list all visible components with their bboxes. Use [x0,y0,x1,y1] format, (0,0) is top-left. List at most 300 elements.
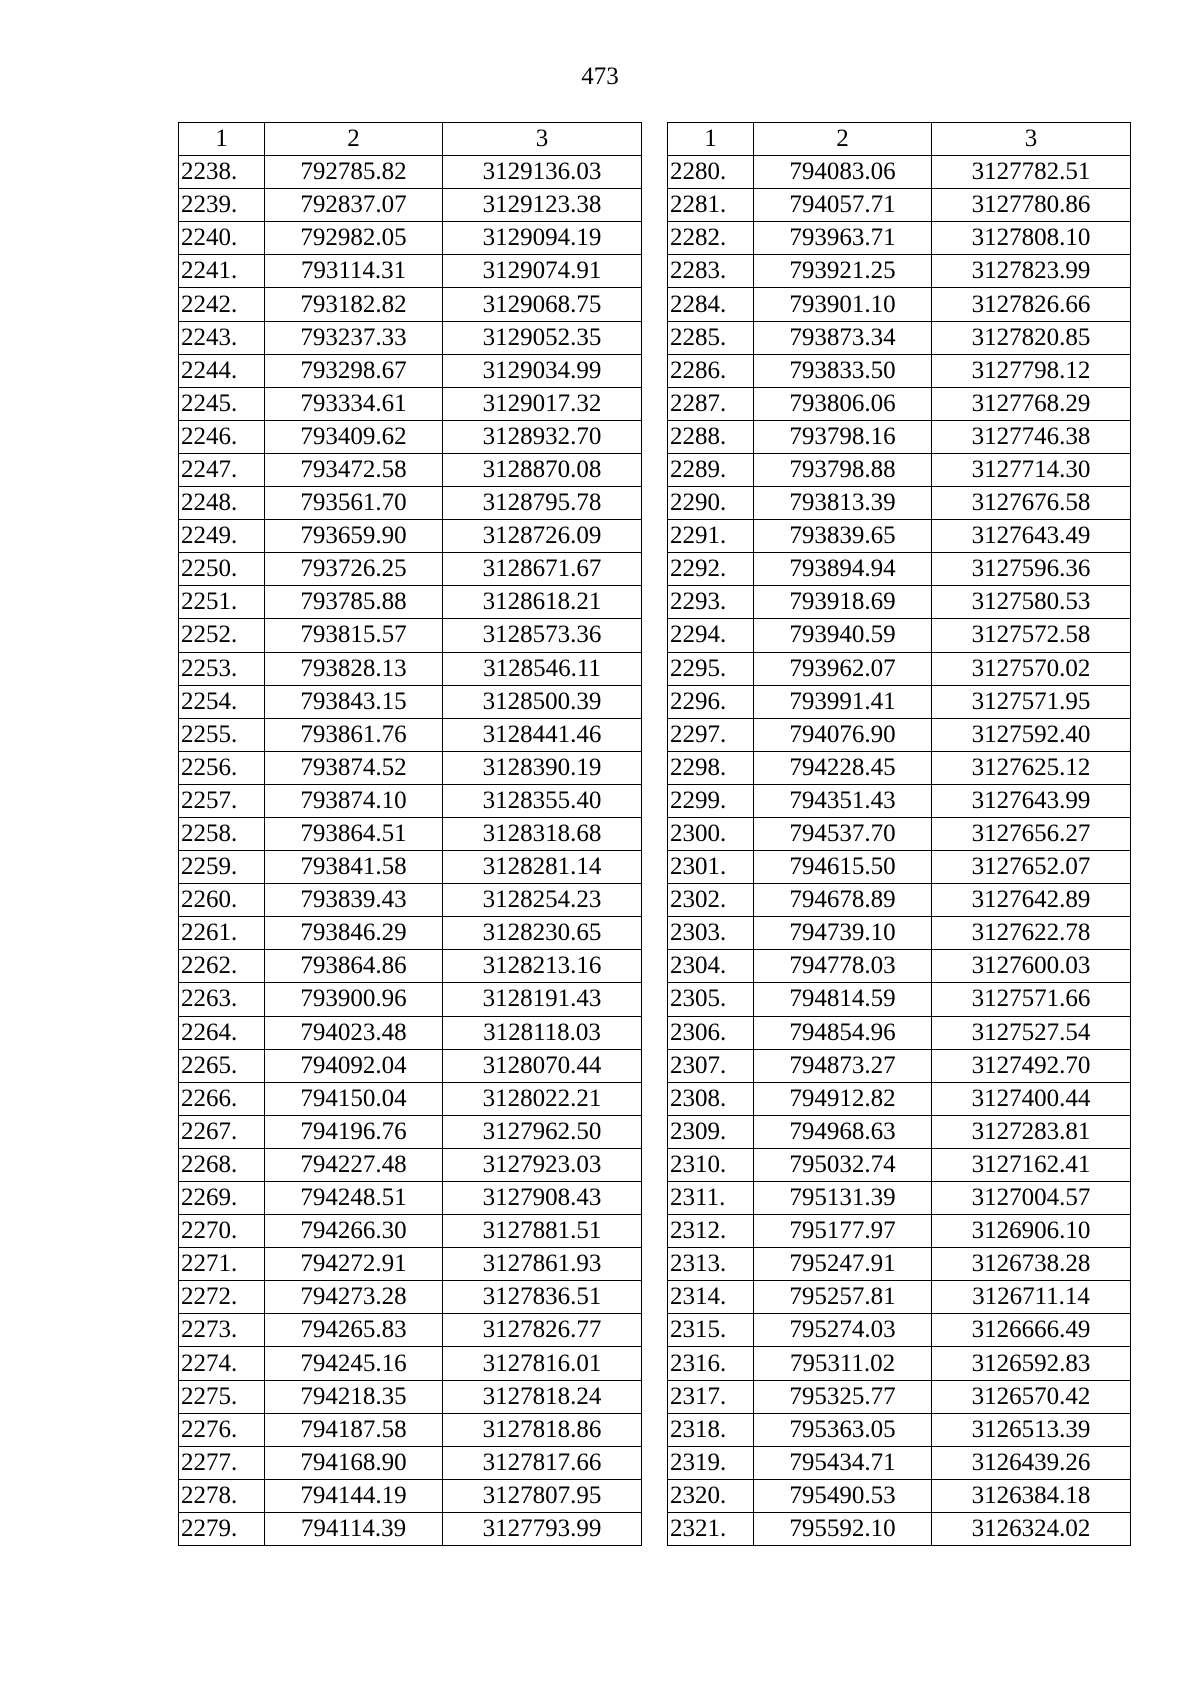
y-coordinate-cell: 3127807.95 [443,1479,642,1512]
table-row [179,189,642,222]
y-coordinate-cell: 3129017.32 [443,387,642,420]
x-coordinate-cell: 793785.88 [265,586,443,619]
column-header-2: 2 [754,123,932,156]
column-header-2: 2 [265,123,443,156]
y-coordinate-cell: 3128441.46 [443,718,642,751]
y-coordinate-cell: 3127908.43 [443,1182,642,1215]
table-row [179,420,642,453]
x-coordinate-cell: 793839.65 [754,520,932,553]
column-header-1: 1 [179,123,265,156]
y-coordinate-cell: 3128118.03 [443,1016,642,1049]
point-number-cell: 2317. [668,1380,754,1413]
point-number-cell: 2248. [179,487,265,520]
y-coordinate-cell: 3128618.21 [443,586,642,619]
table-row [668,255,1131,288]
x-coordinate-cell: 793182.82 [265,288,443,321]
table-row [179,255,642,288]
y-coordinate-cell: 3127492.70 [932,1049,1131,1082]
point-number-cell: 2254. [179,685,265,718]
y-coordinate-cell: 3126570.42 [932,1380,1131,1413]
table-row [668,1281,1131,1314]
table-row [179,586,642,619]
point-number-cell: 2259. [179,851,265,884]
x-coordinate-cell: 794023.48 [265,1016,443,1049]
table-row [179,1182,642,1215]
y-coordinate-cell: 3128070.44 [443,1049,642,1082]
x-coordinate-cell: 793963.71 [754,222,932,255]
y-coordinate-cell: 3128795.78 [443,487,642,520]
x-coordinate-cell: 793798.16 [754,420,932,453]
y-coordinate-cell: 3127881.51 [443,1215,642,1248]
y-coordinate-cell: 3127622.78 [932,917,1131,950]
point-number-cell: 2303. [668,917,754,950]
x-coordinate-cell: 794245.16 [265,1347,443,1380]
x-coordinate-cell: 794248.51 [265,1182,443,1215]
table-row [179,288,642,321]
y-coordinate-cell: 3128213.16 [443,950,642,983]
point-number-cell: 2316. [668,1347,754,1380]
x-coordinate-cell: 794057.71 [754,189,932,222]
table-row [179,520,642,553]
point-number-cell: 2298. [668,751,754,784]
y-coordinate-cell: 3126324.02 [932,1512,1131,1545]
point-number-cell: 2238. [179,156,265,189]
x-coordinate-cell: 794739.10 [754,917,932,950]
y-coordinate-cell: 3127826.77 [443,1314,642,1347]
x-coordinate-cell: 793962.07 [754,652,932,685]
point-number-cell: 2319. [668,1446,754,1479]
y-coordinate-cell: 3127820.85 [932,321,1131,354]
point-number-cell: 2242. [179,288,265,321]
point-number-cell: 2289. [668,453,754,486]
table-row [179,487,642,520]
x-coordinate-cell: 794144.19 [265,1479,443,1512]
y-coordinate-cell: 3128932.70 [443,420,642,453]
x-coordinate-cell: 793237.33 [265,321,443,354]
x-coordinate-cell: 794912.82 [754,1082,932,1115]
y-coordinate-cell: 3127826.66 [932,288,1131,321]
x-coordinate-cell: 793921.25 [754,255,932,288]
table-row [668,1248,1131,1281]
coordinates-table-right [667,122,1131,1546]
y-coordinate-cell: 3127643.99 [932,784,1131,817]
table-row [179,1148,642,1181]
x-coordinate-cell: 795131.39 [754,1182,932,1215]
y-coordinate-cell: 3127570.02 [932,652,1131,685]
point-number-cell: 2300. [668,817,754,850]
x-coordinate-cell: 793874.52 [265,751,443,784]
y-coordinate-cell: 3129068.75 [443,288,642,321]
point-number-cell: 2255. [179,718,265,751]
x-coordinate-cell: 794351.43 [754,784,932,817]
table-row [179,983,642,1016]
table-row [179,1016,642,1049]
x-coordinate-cell: 793798.88 [754,453,932,486]
x-coordinate-cell: 795177.97 [754,1215,932,1248]
point-number-cell: 2247. [179,453,265,486]
table-row [668,983,1131,1016]
column-header-3: 3 [443,123,642,156]
y-coordinate-cell: 3128355.40 [443,784,642,817]
y-coordinate-cell: 3127592.40 [932,718,1131,751]
point-number-cell: 2313. [668,1248,754,1281]
point-number-cell: 2274. [179,1347,265,1380]
x-coordinate-cell: 793864.51 [265,817,443,850]
y-coordinate-cell: 3128671.67 [443,553,642,586]
table-row [179,453,642,486]
x-coordinate-cell: 794227.48 [265,1148,443,1181]
point-number-cell: 2292. [668,553,754,586]
y-coordinate-cell: 3129034.99 [443,354,642,387]
point-number-cell: 2252. [179,619,265,652]
point-number-cell: 2308. [668,1082,754,1115]
table-row [668,1446,1131,1479]
header-row [179,123,642,156]
x-coordinate-cell: 794265.83 [265,1314,443,1347]
table-row [668,222,1131,255]
x-coordinate-cell: 794168.90 [265,1446,443,1479]
point-number-cell: 2283. [668,255,754,288]
point-number-cell: 2301. [668,851,754,884]
y-coordinate-cell: 3127600.03 [932,950,1131,983]
table-row [179,1115,642,1148]
x-coordinate-cell: 795257.81 [754,1281,932,1314]
table-row [668,718,1131,751]
point-number-cell: 2290. [668,487,754,520]
y-coordinate-cell: 3127798.12 [932,354,1131,387]
point-number-cell: 2260. [179,884,265,917]
x-coordinate-cell: 795592.10 [754,1512,932,1545]
table-row [179,321,642,354]
y-coordinate-cell: 3126906.10 [932,1215,1131,1248]
column-header-3: 3 [932,123,1131,156]
point-number-cell: 2244. [179,354,265,387]
point-number-cell: 2302. [668,884,754,917]
point-number-cell: 2243. [179,321,265,354]
y-coordinate-cell: 3126384.18 [932,1479,1131,1512]
x-coordinate-cell: 794114.39 [265,1512,443,1545]
x-coordinate-cell: 794273.28 [265,1281,443,1314]
point-number-cell: 2293. [668,586,754,619]
x-coordinate-cell: 793472.58 [265,453,443,486]
table-row [668,586,1131,619]
table-row [179,1314,642,1347]
point-number-cell: 2279. [179,1512,265,1545]
y-coordinate-cell: 3127714.30 [932,453,1131,486]
y-coordinate-cell: 3126711.14 [932,1281,1131,1314]
point-number-cell: 2306. [668,1016,754,1049]
table-row [668,1148,1131,1181]
x-coordinate-cell: 795247.91 [754,1248,932,1281]
table-row [668,387,1131,420]
point-number-cell: 2253. [179,652,265,685]
point-number-cell: 2267. [179,1115,265,1148]
x-coordinate-cell: 793841.58 [265,851,443,884]
point-number-cell: 2278. [179,1479,265,1512]
table-row [668,652,1131,685]
table-row [668,884,1131,917]
point-number-cell: 2312. [668,1215,754,1248]
point-number-cell: 2261. [179,917,265,950]
x-coordinate-cell: 794187.58 [265,1413,443,1446]
x-coordinate-cell: 793561.70 [265,487,443,520]
y-coordinate-cell: 3127652.07 [932,851,1131,884]
table-row [179,1281,642,1314]
y-coordinate-cell: 3127162.41 [932,1148,1131,1181]
y-coordinate-cell: 3129136.03 [443,156,642,189]
point-number-cell: 2241. [179,255,265,288]
table-row [668,817,1131,850]
y-coordinate-cell: 3127746.38 [932,420,1131,453]
point-number-cell: 2291. [668,520,754,553]
table-row [668,553,1131,586]
table-row [179,1380,642,1413]
table-row [179,751,642,784]
x-coordinate-cell: 793833.50 [754,354,932,387]
x-coordinate-cell: 794076.90 [754,718,932,751]
x-coordinate-cell: 794228.45 [754,751,932,784]
x-coordinate-cell: 794873.27 [754,1049,932,1082]
table-row [179,354,642,387]
y-coordinate-cell: 3126738.28 [932,1248,1131,1281]
table-row [668,1082,1131,1115]
point-number-cell: 2245. [179,387,265,420]
point-number-cell: 2296. [668,685,754,718]
y-coordinate-cell: 3127923.03 [443,1148,642,1181]
y-coordinate-cell: 3129094.19 [443,222,642,255]
point-number-cell: 2281. [668,189,754,222]
coordinates-table-left [178,122,642,1546]
x-coordinate-cell: 793894.94 [754,553,932,586]
table-row [668,1380,1131,1413]
y-coordinate-cell: 3127527.54 [932,1016,1131,1049]
table-row [179,619,642,652]
table-row [179,817,642,850]
y-coordinate-cell: 3126592.83 [932,1347,1131,1380]
y-coordinate-cell: 3127642.89 [932,884,1131,917]
table-row [668,321,1131,354]
table-row [668,1049,1131,1082]
y-coordinate-cell: 3127836.51 [443,1281,642,1314]
x-coordinate-cell: 795363.05 [754,1413,932,1446]
y-coordinate-cell: 3127782.51 [932,156,1131,189]
x-coordinate-cell: 795325.77 [754,1380,932,1413]
table-row [179,1479,642,1512]
y-coordinate-cell: 3127625.12 [932,751,1131,784]
y-coordinate-cell: 3128390.19 [443,751,642,784]
table-row [179,387,642,420]
y-coordinate-cell: 3127004.57 [932,1182,1131,1215]
x-coordinate-cell: 794968.63 [754,1115,932,1148]
x-coordinate-cell: 793861.76 [265,718,443,751]
x-coordinate-cell: 793864.86 [265,950,443,983]
table-row [668,851,1131,884]
point-number-cell: 2269. [179,1182,265,1215]
point-number-cell: 2294. [668,619,754,652]
point-number-cell: 2305. [668,983,754,1016]
point-number-cell: 2266. [179,1082,265,1115]
y-coordinate-cell: 3127962.50 [443,1115,642,1148]
point-number-cell: 2270. [179,1215,265,1248]
y-coordinate-cell: 3128726.09 [443,520,642,553]
x-coordinate-cell: 794266.30 [265,1215,443,1248]
table-row [668,1016,1131,1049]
x-coordinate-cell: 795434.71 [754,1446,932,1479]
table-row [179,1347,642,1380]
y-coordinate-cell: 3129074.91 [443,255,642,288]
table-row [179,884,642,917]
x-coordinate-cell: 794196.76 [265,1115,443,1148]
point-number-cell: 2309. [668,1115,754,1148]
point-number-cell: 2271. [179,1248,265,1281]
table-row [668,520,1131,553]
x-coordinate-cell: 793334.61 [265,387,443,420]
y-coordinate-cell: 3128022.21 [443,1082,642,1115]
table-row [179,1446,642,1479]
table-row [668,751,1131,784]
x-coordinate-cell: 794150.04 [265,1082,443,1115]
table-row [179,553,642,586]
point-number-cell: 2286. [668,354,754,387]
table-row [179,1413,642,1446]
x-coordinate-cell: 794083.06 [754,156,932,189]
point-number-cell: 2321. [668,1512,754,1545]
x-coordinate-cell: 793843.15 [265,685,443,718]
y-coordinate-cell: 3126439.26 [932,1446,1131,1479]
y-coordinate-cell: 3127656.27 [932,817,1131,850]
point-number-cell: 2257. [179,784,265,817]
table-row [668,1347,1131,1380]
table-row [179,156,642,189]
table-row [668,189,1131,222]
y-coordinate-cell: 3127571.66 [932,983,1131,1016]
x-coordinate-cell: 793839.43 [265,884,443,917]
y-coordinate-cell: 3127817.66 [443,1446,642,1479]
point-number-cell: 2295. [668,652,754,685]
point-number-cell: 2251. [179,586,265,619]
point-number-cell: 2268. [179,1148,265,1181]
y-coordinate-cell: 3127580.53 [932,586,1131,619]
x-coordinate-cell: 794218.35 [265,1380,443,1413]
table-row [668,487,1131,520]
point-number-cell: 2265. [179,1049,265,1082]
x-coordinate-cell: 793918.69 [754,586,932,619]
point-number-cell: 2246. [179,420,265,453]
point-number-cell: 2299. [668,784,754,817]
y-coordinate-cell: 3128281.14 [443,851,642,884]
point-number-cell: 2262. [179,950,265,983]
page-number: 473 [581,63,619,90]
x-coordinate-cell: 794537.70 [754,817,932,850]
x-coordinate-cell: 793659.90 [265,520,443,553]
point-number-cell: 2256. [179,751,265,784]
x-coordinate-cell: 793828.13 [265,652,443,685]
point-number-cell: 2272. [179,1281,265,1314]
x-coordinate-cell: 793874.10 [265,784,443,817]
point-number-cell: 2258. [179,817,265,850]
y-coordinate-cell: 3128500.39 [443,685,642,718]
x-coordinate-cell: 792982.05 [265,222,443,255]
point-number-cell: 2310. [668,1148,754,1181]
point-number-cell: 2249. [179,520,265,553]
y-coordinate-cell: 3128254.23 [443,884,642,917]
point-number-cell: 2263. [179,983,265,1016]
table-row [179,718,642,751]
x-coordinate-cell: 794092.04 [265,1049,443,1082]
y-coordinate-cell: 3127768.29 [932,387,1131,420]
x-coordinate-cell: 794854.96 [754,1016,932,1049]
header-row [668,123,1131,156]
y-coordinate-cell: 3128230.65 [443,917,642,950]
table-body-left [179,156,642,1546]
y-coordinate-cell: 3129052.35 [443,321,642,354]
y-coordinate-cell: 3127571.95 [932,685,1131,718]
y-coordinate-cell: 3128573.36 [443,619,642,652]
x-coordinate-cell: 793940.59 [754,619,932,652]
y-coordinate-cell: 3127818.24 [443,1380,642,1413]
y-coordinate-cell: 3127283.81 [932,1115,1131,1148]
point-number-cell: 2250. [179,553,265,586]
x-coordinate-cell: 794814.59 [754,983,932,1016]
y-coordinate-cell: 3127823.99 [932,255,1131,288]
table-row [668,156,1131,189]
point-number-cell: 2275. [179,1380,265,1413]
y-coordinate-cell: 3126513.39 [932,1413,1131,1446]
table-row [179,222,642,255]
x-coordinate-cell: 794678.89 [754,884,932,917]
x-coordinate-cell: 795490.53 [754,1479,932,1512]
table-row [179,685,642,718]
y-coordinate-cell: 3128870.08 [443,453,642,486]
y-coordinate-cell: 3127676.58 [932,487,1131,520]
x-coordinate-cell: 792785.82 [265,156,443,189]
point-number-cell: 2307. [668,1049,754,1082]
point-number-cell: 2239. [179,189,265,222]
x-coordinate-cell: 793901.10 [754,288,932,321]
y-coordinate-cell: 3127818.86 [443,1413,642,1446]
table-row [179,851,642,884]
point-number-cell: 2285. [668,321,754,354]
y-coordinate-cell: 3127596.36 [932,553,1131,586]
table-row [179,1248,642,1281]
table-row [668,420,1131,453]
table-row [668,1512,1131,1545]
table-row [668,784,1131,817]
x-coordinate-cell: 793900.96 [265,983,443,1016]
table-row [668,288,1131,321]
table-row [179,917,642,950]
point-number-cell: 2304. [668,950,754,983]
x-coordinate-cell: 795311.02 [754,1347,932,1380]
y-coordinate-cell: 3126666.49 [932,1314,1131,1347]
table-body-right [668,156,1131,1546]
x-coordinate-cell: 795274.03 [754,1314,932,1347]
x-coordinate-cell: 795032.74 [754,1148,932,1181]
point-number-cell: 2288. [668,420,754,453]
table-row [668,1479,1131,1512]
y-coordinate-cell: 3127643.49 [932,520,1131,553]
x-coordinate-cell: 793846.29 [265,917,443,950]
table-row [668,1182,1131,1215]
table-row [179,1049,642,1082]
table-row [668,354,1131,387]
y-coordinate-cell: 3127861.93 [443,1248,642,1281]
table-row [668,1215,1131,1248]
x-coordinate-cell: 793815.57 [265,619,443,652]
y-coordinate-cell: 3128318.68 [443,817,642,850]
x-coordinate-cell: 792837.07 [265,189,443,222]
y-coordinate-cell: 3127816.01 [443,1347,642,1380]
